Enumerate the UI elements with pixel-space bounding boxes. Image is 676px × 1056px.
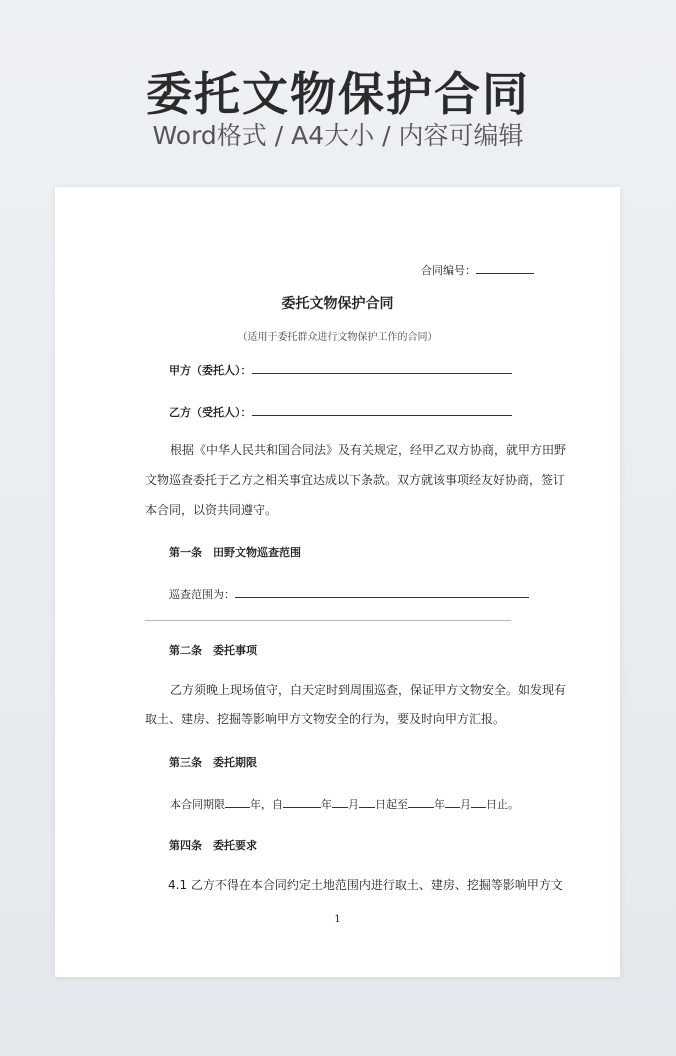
term-text-3: 月 [348, 798, 359, 811]
document-page [55, 187, 620, 977]
term-blank-end-year[interactable] [408, 795, 434, 808]
article-2-title: 第二条 委托事项 [169, 644, 257, 657]
party-b-label: 乙方（受托人）： [169, 406, 252, 419]
article-2-line-1: 乙方须晚上现场值守，白天定时到周围巡查，保证甲方文物安全。如发现有 [170, 683, 567, 697]
document-note: （适用于委托群众进行文物保护工作的合同） [237, 332, 438, 343]
term-line [170, 795, 519, 812]
article-4-line-1: 4.1 乙方不得在本合同约定土地范围内进行取土、建房、挖掘等影响甲方文 [168, 878, 563, 892]
article-4-title: 第四条 委托要求 [169, 839, 257, 852]
article-2-line-2: 取土、建房、挖掘等影响甲方文物安全的行为，要及时向甲方汇报。 [145, 712, 506, 726]
intro-line-2: 文物巡查委托于乙方之相关事宜达成以下条款。双方就该事项经友好协商，签订 [145, 473, 566, 487]
banner-subtitle: Word格式 / A4大小 / 内容可编辑 [152, 121, 524, 150]
term-blank-end-month[interactable] [445, 795, 460, 808]
term-blank-start-day[interactable] [359, 795, 375, 808]
term-blank-start-month[interactable] [332, 795, 348, 808]
term-text-7: 日止。 [486, 798, 519, 811]
term-text-0: 本合同期限 [170, 798, 225, 811]
term-text-5: 年 [434, 798, 445, 811]
banner-title: 委托文物保护合同 [146, 67, 530, 121]
term-text-4: 日起至 [375, 798, 408, 811]
scope-label: 巡查范围为： [169, 588, 235, 601]
party-b-blank[interactable] [252, 403, 512, 416]
contract-number-blank[interactable] [476, 261, 534, 274]
contract-number [421, 261, 534, 278]
scope-blank[interactable] [235, 585, 529, 598]
party-a-blank[interactable] [252, 361, 512, 374]
intro-line-1: 根据《中华人民共和国合同法》及有关规定，经甲乙双方协商，就甲方田野 [170, 443, 567, 457]
term-text-1: 年，自 [250, 798, 283, 811]
term-blank-start-year[interactable] [283, 795, 321, 808]
term-blank-end-day[interactable] [471, 795, 486, 808]
party-a-line [169, 361, 512, 378]
party-b-line [169, 403, 512, 420]
page-number: 1 [334, 914, 341, 925]
divider [145, 620, 511, 621]
article-1-title: 第一条 田野文物巡查范围 [169, 546, 301, 559]
intro-line-3: 本合同，以资共同遵守。 [145, 503, 278, 517]
article-3-title: 第三条 委托期限 [169, 756, 257, 769]
term-blank-years[interactable] [225, 795, 250, 808]
party-a-label: 甲方（委托人）： [169, 364, 252, 377]
contract-number-label: 合同编号： [421, 264, 476, 277]
document-title: 委托文物保护合同 [281, 296, 394, 312]
term-text-2: 年 [321, 798, 332, 811]
term-text-6: 月 [460, 798, 471, 811]
scope-line [169, 585, 529, 602]
